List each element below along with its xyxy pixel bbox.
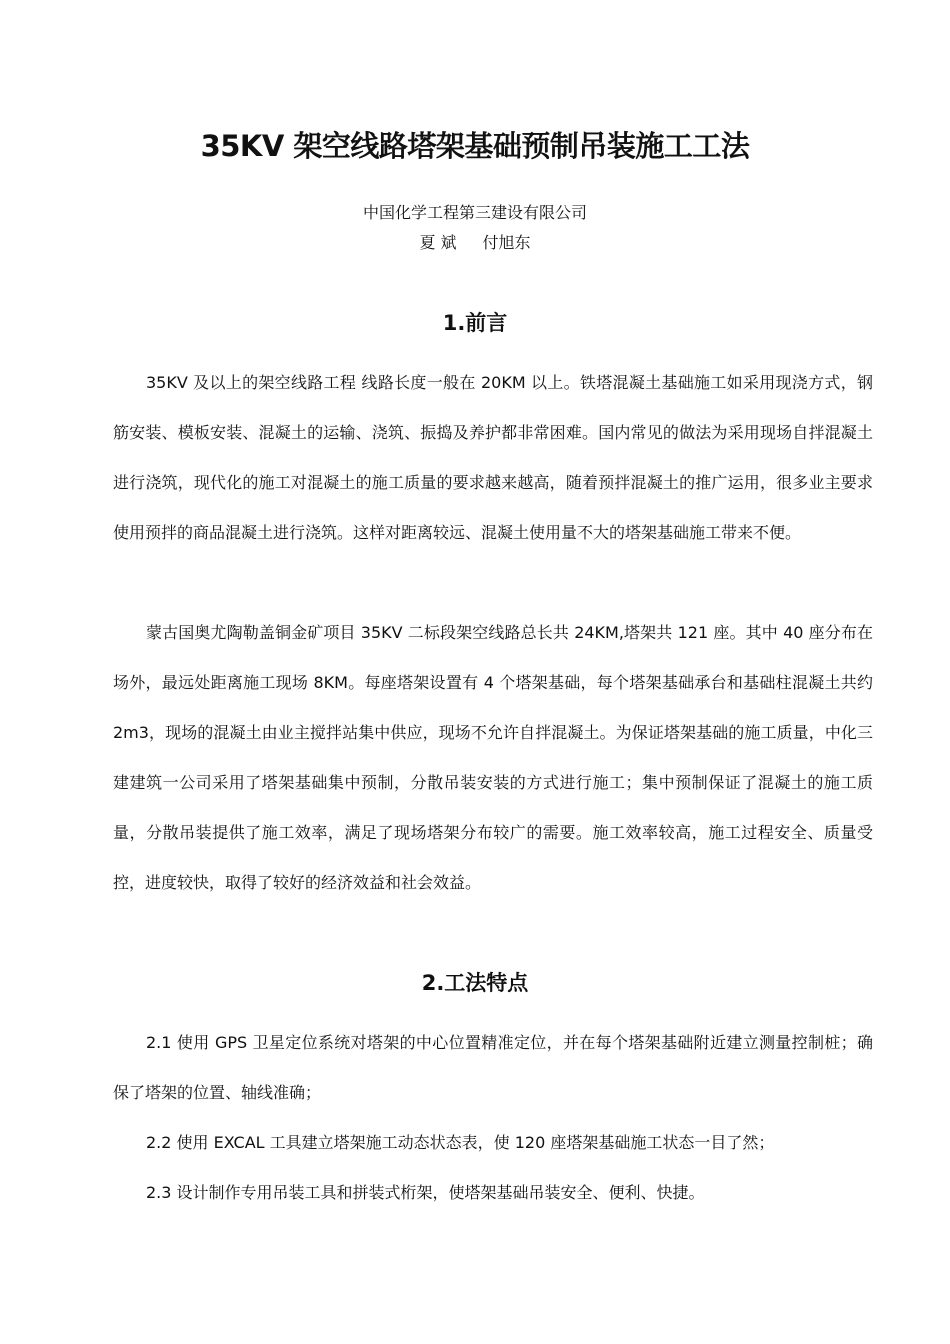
paragraph: 2.3 设计制作专用吊装工具和拼装式桁架，使塔架基础吊装安全、便利、快捷。 <box>146 1183 705 1202</box>
section-heading: 2.工法特点 <box>421 971 529 995</box>
author-names <box>0 230 950 253</box>
paragraph: 2.2 使用 EXCAL 工具建立塔架施工动态状态表，使 120 座塔架基础施工状态一目了然； <box>146 1133 775 1152</box>
paragraph: 2.1 使用 GPS 卫星定位系统对塔架的中心位置精准定位，并在每个塔架基础附近建立测量控制桩；确保了塔架的位置、轴线准确； <box>113 1033 873 1102</box>
section-heading: 1.前言 <box>442 311 508 335</box>
author-name: 夏 斌 <box>419 233 457 252</box>
document-title: 35KV 架空线路塔架基础预制吊装施工工法 <box>200 129 750 163</box>
author-organization: 中国化学工程第三建设有限公司 <box>362 203 587 222</box>
paragraph: 蒙古国奥尤陶勒盖铜金矿项目 35KV 二标段架空线路总长共 24KM,塔架共 121 座。其中 40 座分布在场外，最远处距离施工现场 8KM。每座塔架设置有 4 个塔架基础，每个塔架基础承台和基础柱混凝土共约 2m3，现场的混凝土由业主搅拌站集中供应，现场不允许自拌混凝土。为保证塔架基础的施工质量，中化三建建筑一公司采用了塔架基础集中预制，分散吊装安装的方式进行施工；集中预制保证了混凝土的施工质量，分散吊装提供了施工效率，满足了现场塔架分布较广的需要。施工效率较高，施工过程安全、质量受控，进度较快，取得了较好的经济效益和社会效益。 <box>113 623 873 892</box>
paragraph: 35KV 及以上的架空线路工程 线路长度一般在 20KM 以上。铁塔混凝土基础施工如采用现浇方式，钢筋安装、模板安装、混凝土的运输、浇筑、振捣及养护都非常困难。国内常见的做法为采用现场自拌混凝土进行浇筑，现代化的施工对混凝土的施工质量的要求越来越高，随着预拌混凝土的推广运用，很多业主要求使用预拌的商品混凝土进行浇筑。这样对距离较远、混凝土使用量不大的塔架基础施工带来不便。 <box>113 373 873 542</box>
author-name: 付旭东 <box>482 233 531 252</box>
